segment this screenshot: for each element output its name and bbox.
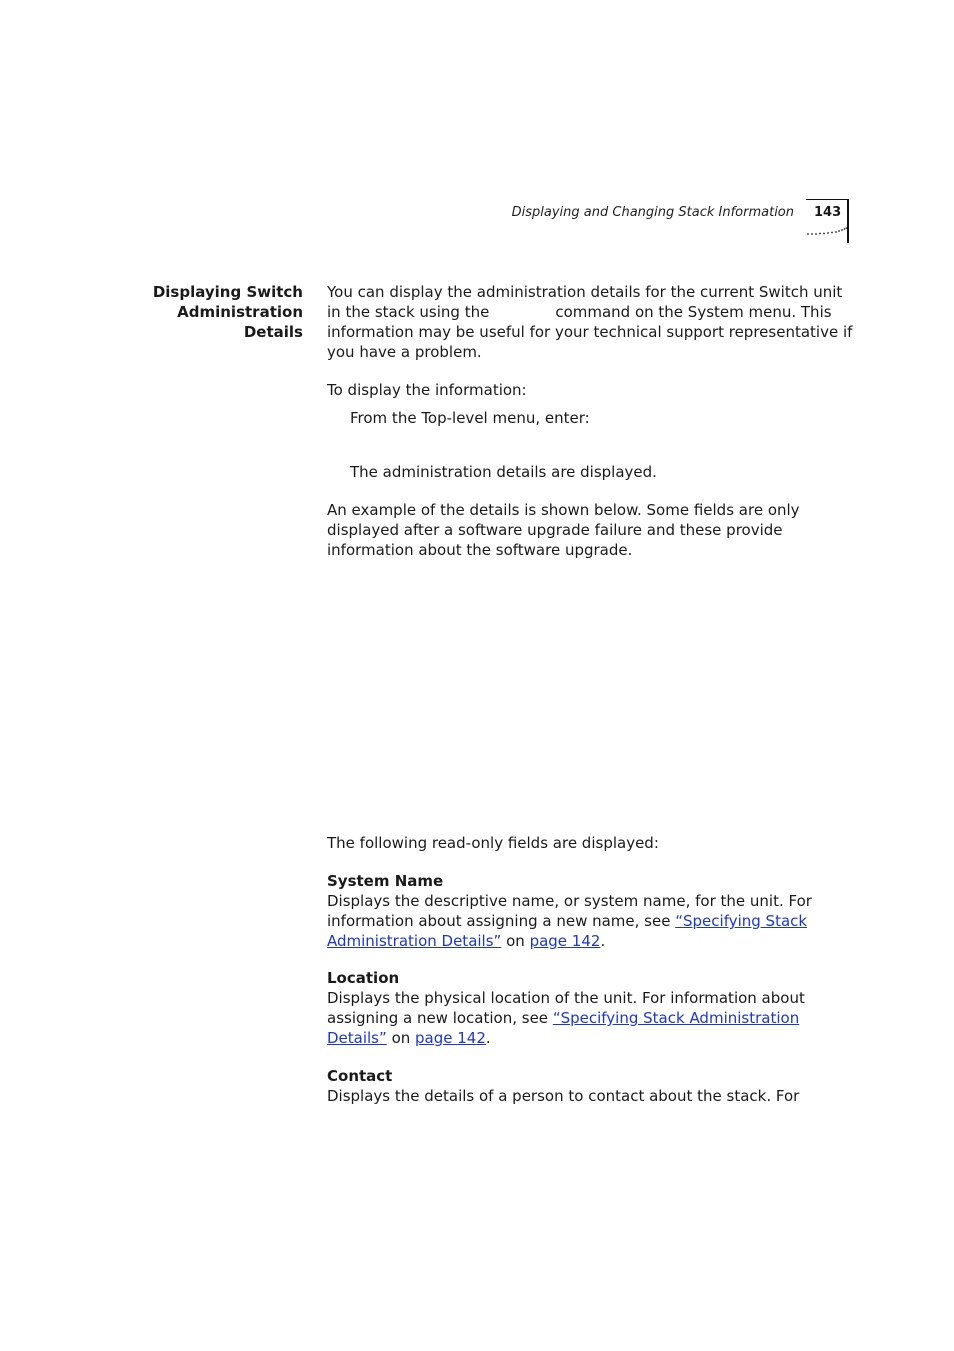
field-contact <box>327 1066 857 1106</box>
field-desc: Displays the physical location of the unit. For information about assigning a new location, see <box>327 989 805 1027</box>
intro-text-b: command on the System menu. This information may be useful for your technical support representative if you have a problem. <box>327 303 853 361</box>
section-heading-line-3: Details <box>243 323 303 341</box>
header-rule-horizontal <box>806 199 849 200</box>
field-title: Location <box>327 969 400 987</box>
step-result-text: The administration details are displayed. <box>350 463 657 481</box>
to-display-text: To display the information: <box>327 381 527 399</box>
field-desc: Displays the details of a person to contact about the stack. For <box>327 1087 800 1105</box>
running-header: Displaying and Changing Stack Information <box>511 205 794 220</box>
on-text: on <box>391 1029 411 1047</box>
period: . <box>485 1029 491 1047</box>
dotted-ornament-icon <box>806 225 848 239</box>
page-link[interactable]: page 142 <box>415 1029 486 1047</box>
section-heading-line-2: Administration <box>177 303 303 321</box>
field-desc: Displays the descriptive name, or system name, for the unit. For information about assigning a new name, see <box>327 892 812 930</box>
period: . <box>600 932 606 950</box>
intro-text-a: You can display the administration details for the current Switch unit in the stack using the <box>327 283 843 321</box>
cross-reference-link[interactable]: “Specifying Stack Administration Details” <box>327 912 808 950</box>
page-number: 143 <box>814 205 842 220</box>
field-location <box>327 968 857 1048</box>
following-fields-text: The following read-only fields are displayed: <box>327 834 659 852</box>
on-text: on <box>506 932 525 950</box>
cross-reference-link[interactable]: “Specifying Stack Administration Details” <box>327 1009 800 1047</box>
section-heading <box>120 282 303 342</box>
example-note: An example of the details is shown below. Some fields are only displayed after a software upgrade failure and these provide information about the software upgrade. <box>327 501 800 559</box>
intro-paragraph <box>327 282 857 362</box>
field-system-name <box>327 871 857 951</box>
field-title: Contact <box>327 1067 393 1085</box>
section-heading-line-1: Displaying Switch <box>152 283 303 301</box>
field-title: System Name <box>327 872 444 890</box>
page-link[interactable]: page 142 <box>529 932 601 950</box>
step-1-text: From the Top-level menu, enter: <box>350 409 590 427</box>
